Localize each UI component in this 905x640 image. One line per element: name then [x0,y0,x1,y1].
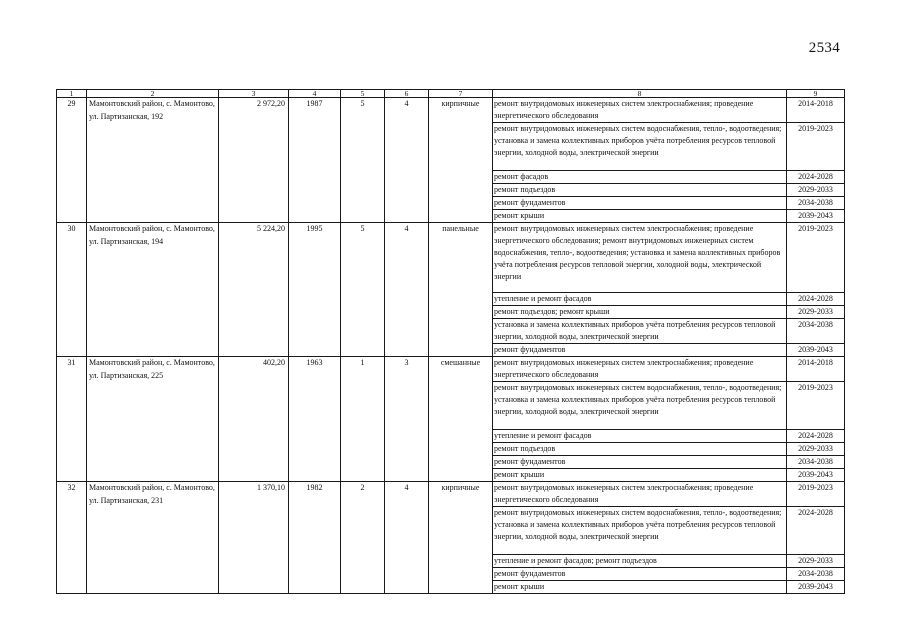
floors-cell: 2 [341,482,385,594]
work-period: 2019-2023 [787,223,845,293]
area-cell: 1 370,10 [219,482,289,594]
work-period: 2034-2038 [787,197,845,210]
work-description: установка и замена коллективных приборов учёта потребления ресурсов тепловой энергии, холодной воды, электрической энергии [493,319,787,344]
entrances-cell: 4 [385,482,429,594]
row-number: 29 [57,98,87,223]
work-description: ремонт фасадов [493,171,787,184]
row-number: 30 [57,223,87,357]
work-description: ремонт фундаментов [493,197,787,210]
repair-schedule-table [56,89,845,594]
area-cell: 2 972,20 [219,98,289,223]
floors-cell: 5 [341,223,385,357]
table-row [57,98,845,123]
wall-material-cell: смешанные [429,357,493,482]
work-period: 2039-2043 [787,344,845,357]
header-row [57,90,845,98]
work-description: ремонт внутридомовых инженерных систем электроснабжения; проведение энергетического обследования; ремонт внутридомовых инженерных систем водоснабжения, тепло-, водоотведения; установка и замена коллективных приборов учёта потребления ресурсов тепловой энергии, холодной воды, электрической энергии [493,223,787,293]
address-cell: Мамонтовский район, с. Мамонтово, ул. Партизанская, 225 [87,357,219,482]
work-description: ремонт внутридомовых инженерных систем водоснабжения, тепло-, водоотведения; установка и замена коллективных приборов учёта потребления ресурсов тепловой энергии, холодной воды, электрической энергии [493,123,787,171]
work-description: утепление и ремонт фасадов [493,293,787,306]
work-description: ремонт крыши [493,210,787,223]
year-cell: 1982 [289,482,341,594]
work-period: 2029-2033 [787,184,845,197]
header-cell: 8 [493,90,787,98]
work-description: ремонт внутридомовых инженерных систем электроснабжения; проведение энергетического обследования [493,357,787,382]
year-cell: 1963 [289,357,341,482]
table-row [57,357,845,382]
area-cell: 5 224,20 [219,223,289,357]
work-period: 2029-2033 [787,443,845,456]
work-description: ремонт подъездов; ремонт крыши [493,306,787,319]
work-period: 2039-2043 [787,210,845,223]
work-description: ремонт фундаментов [493,456,787,469]
floors-cell: 1 [341,357,385,482]
header-cell: 5 [341,90,385,98]
work-description: ремонт подъездов [493,443,787,456]
work-period: 2029-2033 [787,306,845,319]
entrances-cell: 3 [385,357,429,482]
work-period: 2024-2028 [787,430,845,443]
work-period: 2024-2028 [787,171,845,184]
header-cell: 3 [219,90,289,98]
work-period: 2039-2043 [787,581,845,594]
wall-material-cell: кирпичные [429,482,493,594]
work-period: 2034-2038 [787,568,845,581]
header-cell: 1 [57,90,87,98]
area-cell: 402,20 [219,357,289,482]
work-description: ремонт подъездов [493,184,787,197]
wall-material-cell: кирпичные [429,98,493,223]
floors-cell: 5 [341,98,385,223]
wall-material-cell: панельные [429,223,493,357]
address-cell: Мамонтовский район, с. Мамонтово, ул. Партизанская, 194 [87,223,219,357]
work-period: 2019-2023 [787,123,845,171]
work-period: 2024-2028 [787,293,845,306]
year-cell: 1995 [289,223,341,357]
work-period: 2029-2033 [787,555,845,568]
work-period: 2024-2028 [787,507,845,555]
work-description: ремонт крыши [493,469,787,482]
work-description: ремонт внутридомовых инженерных систем электроснабжения; проведение энергетического обследования [493,482,787,507]
address-cell: Мамонтовский район, с. Мамонтово, ул. Партизанская, 192 [87,98,219,223]
work-description: ремонт внутридомовых инженерных систем водоснабжения, тепло-, водоотведения; установка и замена коллективных приборов учёта потребления ресурсов тепловой энергии, холодной воды, электрической энергии [493,382,787,430]
header-cell: 6 [385,90,429,98]
year-cell: 1987 [289,98,341,223]
work-description: ремонт крыши [493,581,787,594]
work-period: 2039-2043 [787,469,845,482]
table-row [57,223,845,293]
work-period: 2014-2018 [787,98,845,123]
row-number: 31 [57,357,87,482]
work-period: 2019-2023 [787,382,845,430]
entrances-cell: 4 [385,98,429,223]
work-description: утепление и ремонт фасадов [493,430,787,443]
header-cell: 7 [429,90,493,98]
work-description: ремонт фундаментов [493,344,787,357]
header-cell: 9 [787,90,845,98]
work-description: ремонт внутридомовых инженерных систем водоснабжения, тепло-, водоотведения; установка и замена коллективных приборов учёта потребления ресурсов тепловой энергии, холодной воды, электрической энергии [493,507,787,555]
table-row [57,482,845,507]
work-period: 2014-2018 [787,357,845,382]
address-cell: Мамонтовский район, с. Мамонтово, ул. Партизанская, 231 [87,482,219,594]
work-description: ремонт внутридомовых инженерных систем электроснабжения; проведение энергетического обследования [493,98,787,123]
work-period: 2019-2023 [787,482,845,507]
work-period: 2034-2038 [787,319,845,344]
header-cell: 2 [87,90,219,98]
work-period: 2034-2038 [787,456,845,469]
page-number: 2534 [808,40,840,56]
work-description: ремонт фундаментов [493,568,787,581]
row-number: 32 [57,482,87,594]
entrances-cell: 4 [385,223,429,357]
work-description: утепление и ремонт фасадов; ремонт подъездов [493,555,787,568]
header-cell: 4 [289,90,341,98]
